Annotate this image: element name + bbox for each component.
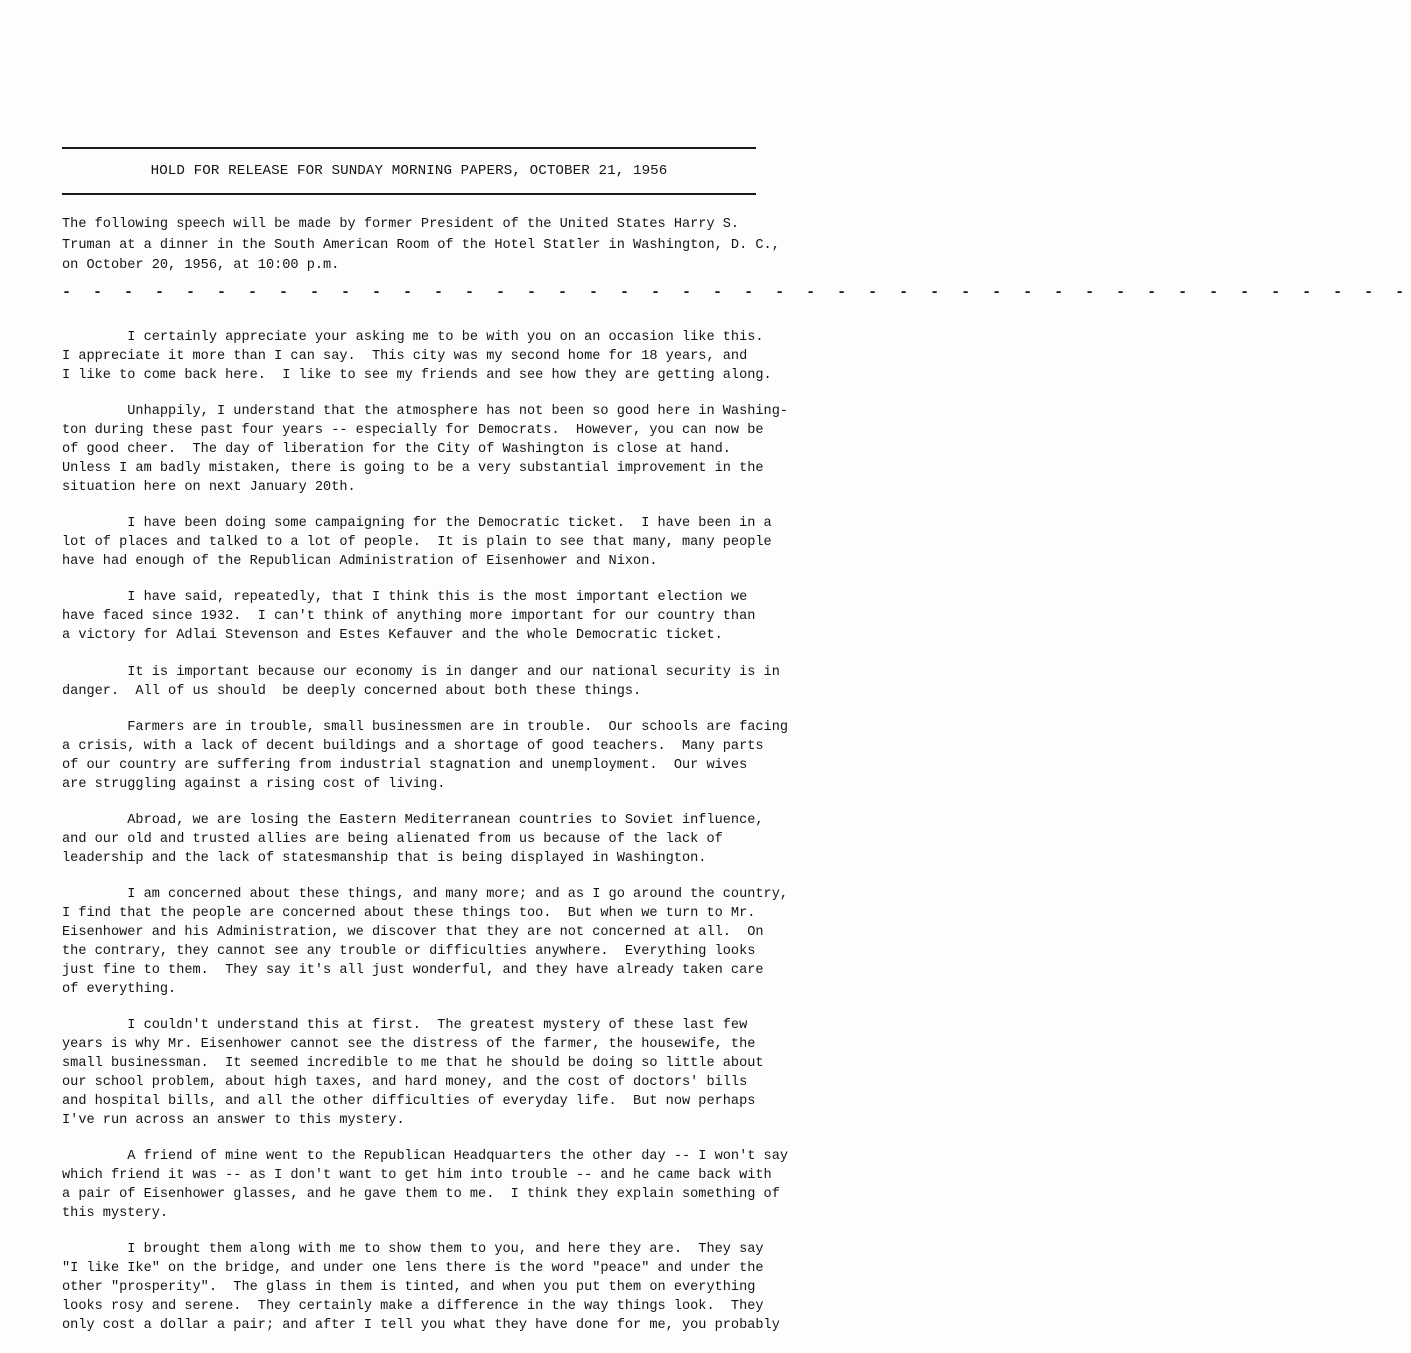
release-header: HOLD FOR RELEASE FOR SUNDAY MORNING PAPERS, OCTOBER 21, 1956 bbox=[150, 163, 668, 179]
text-line: of good cheer. The day of liberation for the City of Washington is close at hand. bbox=[62, 442, 731, 458]
text-line: a victory for Adlai Stevenson and Estes Kefauver and the whole Democratic ticket. bbox=[62, 628, 723, 644]
text-line: Farmers are in trouble, small businessmen are in trouble. Our schools are facing bbox=[62, 720, 789, 735]
text-line: situation here on next January 20th. bbox=[62, 479, 356, 495]
text-line: Eisenhower and his Administration, we discover that they are not concerned at all. On bbox=[62, 925, 764, 941]
text-line: of our country are suffering from industrial stagnation and unemployment. Our wives bbox=[62, 757, 748, 773]
text-line: I have said, repeatedly, that I think this is the most important election we bbox=[62, 590, 748, 606]
text-line: I have been doing some campaigning for the Democratic ticket. I have been in a bbox=[62, 516, 772, 532]
paragraph bbox=[62, 515, 772, 572]
paragraph bbox=[62, 886, 789, 999]
paragraph bbox=[62, 719, 789, 795]
text-line: I like to come back here. I like to see my friends and see how they are getting along. bbox=[62, 367, 772, 383]
text-line: leadership and the lack of statesmanship that is being displayed in Washington. bbox=[62, 850, 707, 866]
text-line: It is important because our economy is in danger and our national security is in bbox=[62, 664, 780, 680]
text-line: I certainly appreciate your asking me to be with you on an occasion like this. bbox=[62, 330, 764, 345]
text-line: I find that the people are concerned about these things too. But when we turn to Mr. bbox=[62, 906, 756, 922]
text-line: the contrary, they cannot see any trouble or difficulties anywhere. Everything looks bbox=[62, 944, 756, 960]
text-line: I am concerned about these things, and many more; and as I go around the country, bbox=[62, 887, 789, 903]
intro-line: Truman at a dinner in the South American Room of the Hotel Statler in Washington, D. C., bbox=[62, 237, 780, 253]
paragraph bbox=[62, 589, 762, 646]
intro-line: The following speech will be made by former President of the United States Harry S. bbox=[62, 217, 740, 232]
text-line: ton during these past four years -- especially for Democrats. However, you can now be bbox=[62, 423, 764, 439]
text-line: I couldn't understand this at first. The greatest mystery of these last few bbox=[62, 1018, 748, 1034]
text-line: have had enough of the Republican Administration of Eisenhower and Nixon. bbox=[62, 554, 658, 570]
text-line: Unhappily, I understand that the atmosphere has not been so good here in Washing- bbox=[62, 404, 789, 420]
paragraph bbox=[62, 1148, 789, 1224]
text-line: I've run across an answer to this mystery. bbox=[62, 1112, 405, 1128]
bottom-rule bbox=[62, 193, 756, 195]
intro-note bbox=[62, 215, 780, 277]
text-line: looks rosy and serene. They certainly make a difference in the way things look. They bbox=[62, 1299, 764, 1315]
text-line: which friend it was -- as I don't want to get him into trouble -- and he came back with bbox=[62, 1168, 772, 1184]
scan-mark bbox=[6, 24, 66, 34]
text-line: this mystery. bbox=[62, 1205, 169, 1221]
text-line: a pair of Eisenhower glasses, and he gave them to me. I think they explain something of bbox=[62, 1187, 780, 1203]
text-line: I brought them along with me to show them to you, and here they are. They say bbox=[62, 1242, 764, 1258]
paragraph bbox=[62, 329, 772, 386]
text-line: small businessman. It seemed incredible to me that he should be doing so little about bbox=[62, 1056, 764, 1072]
dash-separator: - - - - - - - - - - - - - - - - - - - - - - - - - - - - - - - - - - - - - - - - - - - - bbox=[62, 284, 1411, 301]
text-line: and hospital bills, and all the other difficulties of everyday life. But now perhaps bbox=[62, 1093, 756, 1109]
text-line: our school problem, about high taxes, and hard money, and the cost of doctors' bills bbox=[62, 1075, 748, 1090]
text-line: have faced since 1932. I can't think of anything more important for our country than bbox=[62, 609, 756, 625]
text-line: A friend of mine went to the Republican Headquarters the other day -- I won't say bbox=[62, 1149, 789, 1165]
text-line: lot of places and talked to a lot of people. It is plain to see that many, many people bbox=[62, 535, 772, 551]
paragraph bbox=[62, 1017, 762, 1130]
text-line: Abroad, we are losing the Eastern Mediterranean countries to Soviet influence, bbox=[62, 813, 764, 829]
text-line: I appreciate it more than I can say. This city was my second home for 18 years, and bbox=[62, 348, 748, 364]
text-line: danger. All of us should be deeply concerned about both these things. bbox=[62, 683, 642, 699]
text-line: years is why Mr. Eisenhower cannot see the distress of the farmer, the housewife, the bbox=[62, 1037, 756, 1053]
speech-body bbox=[62, 329, 789, 1353]
text-line: are struggling against a rising cost of living. bbox=[62, 776, 446, 792]
text-line: and our old and trusted allies are being alienated from us because of the lack of bbox=[62, 832, 723, 848]
paragraph bbox=[62, 812, 762, 869]
text-line: of everything. bbox=[62, 981, 177, 997]
text-line: other "prosperity". The glass in them is tinted, and when you put them on everything bbox=[62, 1280, 756, 1296]
paragraph bbox=[62, 664, 780, 702]
intro-line: on October 20, 1956, at 10:00 p.m. bbox=[62, 258, 340, 273]
paragraph bbox=[62, 403, 789, 498]
text-line: Unless I am badly mistaken, there is going to be a very substantial improvement in the bbox=[62, 460, 764, 476]
text-line: a crisis, with a lack of decent buildings and a shortage of good teachers. Many parts bbox=[62, 738, 764, 754]
text-line: "I like Ike" on the bridge, and under one lens there is the word "peace" and under the bbox=[62, 1261, 764, 1277]
top-rule bbox=[62, 147, 756, 149]
text-line: just fine to them. They say it's all just wonderful, and they have already taken care bbox=[62, 962, 764, 978]
text-line: only cost a dollar a pair; and after I tell you what they have done for me, you probably bbox=[62, 1317, 780, 1333]
paragraph bbox=[62, 1241, 780, 1336]
